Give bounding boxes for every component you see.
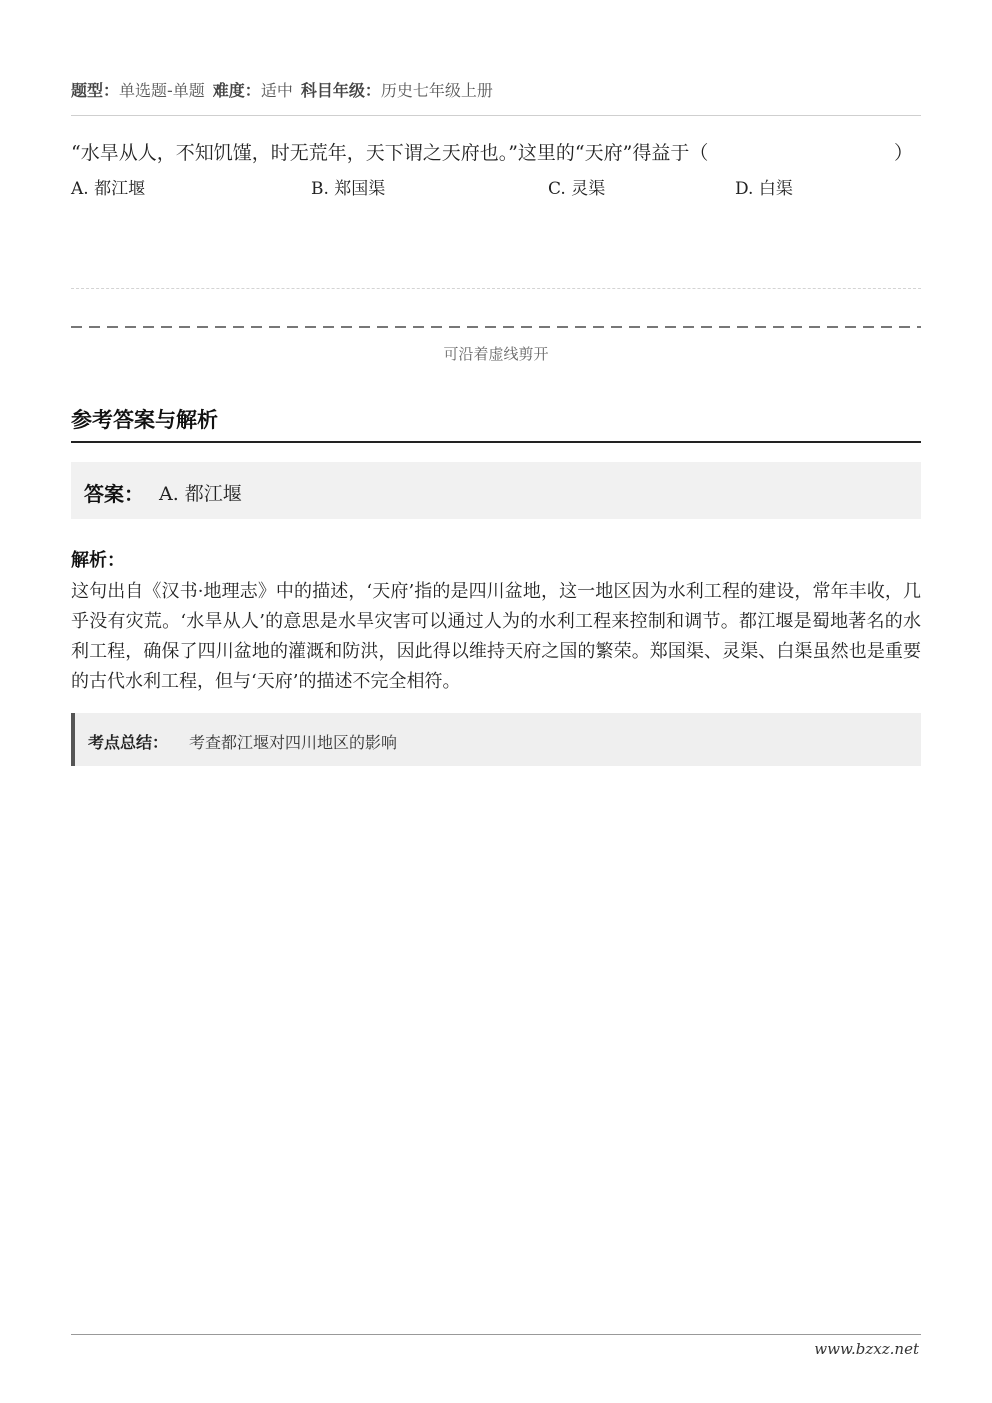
type-value: 单选题-单题 <box>119 81 205 100</box>
answer-box <box>71 462 921 519</box>
answer-section-title: 参考答案与解析 <box>71 408 218 432</box>
top-divider <box>71 115 921 116</box>
difficulty-label: 难度： <box>212 81 261 100</box>
answer-blank-close: ） <box>893 142 913 164</box>
subject-label: 科目年级： <box>300 81 381 100</box>
subject-value: 历史七年级上册 <box>380 81 493 100</box>
analysis-text: 这句出自《汉书·地理志》中的描述，‘天府’指的是四川盆地，这一地区因为水利工程的建设，常年丰收，几乎没有灾荒。‘水旱从人’的意思是水旱灾害可以通过人为的水利工程来控制和调节。都江堰是蜀地著名的水利工程，确保了四川盆地的灌溉和防洪，因此得以维持天府之国的繁荣。郑国渠、灵渠、白渠虽然也是重要的古代水利工程，但与‘天府’的描述不完全相符。 <box>71 581 921 692</box>
option-b[interactable]: B. 郑国渠 <box>311 179 386 199</box>
section-divider <box>71 441 921 443</box>
option-d[interactable]: D. 白渠 <box>735 179 793 199</box>
option-a[interactable]: A. 都江堰 <box>71 179 146 199</box>
analysis-label: 解析： <box>71 550 125 571</box>
summary-label: 考点总结： <box>88 733 169 752</box>
question-text: “水旱从人，不知饥馑，时无荒年，天下谓之天府也。”这里的“天府”得益于（ <box>71 142 709 164</box>
footer-site: www.bzxz.net <box>814 1340 919 1358</box>
cut-hint: 可沿着虚线剪开 <box>443 345 549 363</box>
difficulty-value: 适中 <box>260 81 293 100</box>
summary-value: 考查都江堰对四川地区的影响 <box>189 733 398 752</box>
options-row <box>71 174 921 200</box>
cut-line <box>71 326 921 328</box>
question-meta <box>71 78 921 102</box>
light-dashed-line <box>71 288 921 289</box>
type-label: 题型： <box>71 81 120 100</box>
option-c[interactable]: C. 灵渠 <box>548 179 606 199</box>
question-stem <box>71 140 921 166</box>
summary-box <box>71 713 921 766</box>
footer-divider <box>71 1334 921 1335</box>
answer-label: 答案： <box>84 482 144 506</box>
answer-value: A. 都江堰 <box>159 483 242 505</box>
